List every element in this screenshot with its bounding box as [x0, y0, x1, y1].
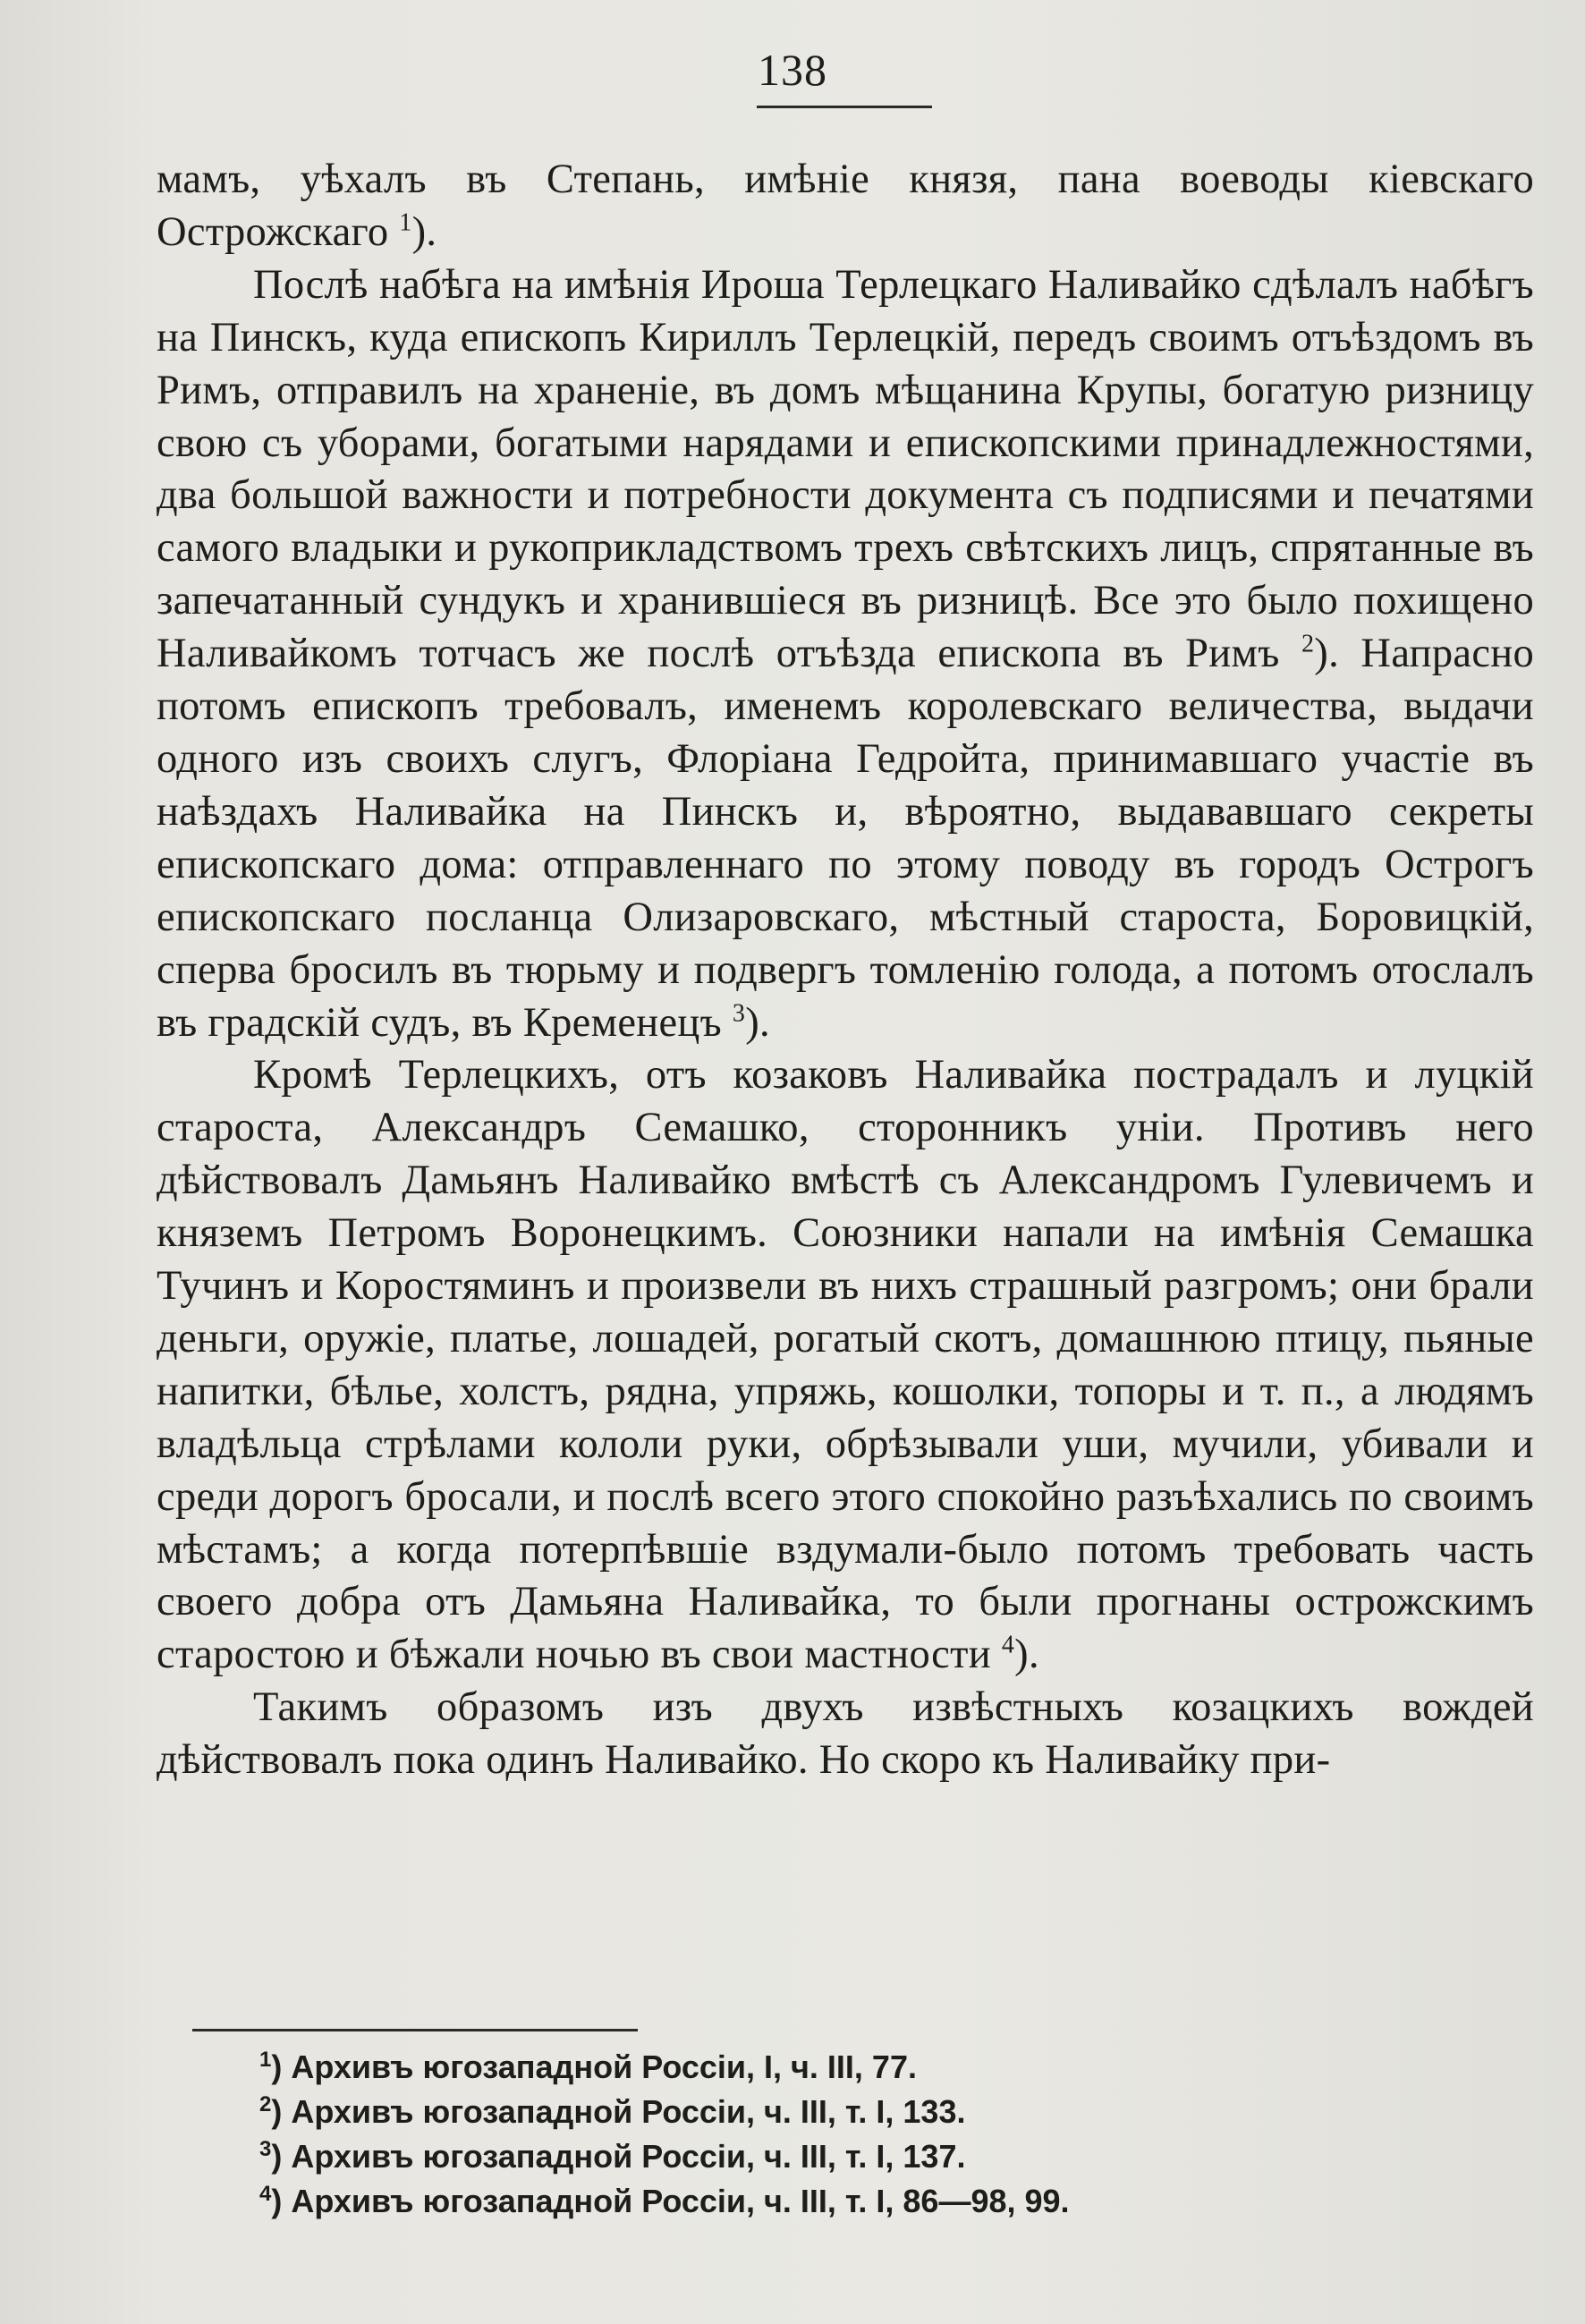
footnote	[259, 2045, 1422, 2090]
footnote-text: ) Архивъ югозападной Россіи, ч. III, т. I, 133.	[271, 2093, 966, 2130]
footnote-text: ) Архивъ югозападной Россіи, ч. III, т. I, 137.	[271, 2138, 966, 2175]
paragraph	[157, 1682, 1534, 1787]
paragraph-text: ).	[1014, 1632, 1039, 1678]
paragraph	[157, 259, 1534, 1050]
footnote-reference: 1	[399, 208, 412, 237]
footnote-text: ) Архивъ югозападной Россіи, I, ч. III, 77.	[271, 2048, 917, 2085]
page-number-rule	[757, 106, 932, 108]
footnote	[259, 2090, 1422, 2134]
footnote-number: 1	[259, 2048, 272, 2072]
footnote-text: ) Архивъ югозападной Россіи, ч. III, т. I, 86—98, 99.	[271, 2183, 1070, 2219]
body-text	[157, 154, 1534, 1787]
footnotes	[259, 2045, 1422, 2224]
paragraph-text: ).	[745, 999, 770, 1046]
footnote-number: 3	[259, 2137, 272, 2161]
footnote	[259, 2179, 1422, 2224]
footnote-reference: 4	[1001, 1631, 1015, 1659]
paragraph	[157, 1049, 1534, 1682]
paragraph-text: Послѣ набѣга на имѣнія Ироша Терлецкаго Наливайко сдѣлалъ набѣгъ на Пинскъ, куда епископъ Кириллъ Терлецкій, передъ своимъ отъѣздомъ въ Римъ, отправилъ на храненіе, въ домъ мѣщанина Крупы, богатую ризницу свою съ уборами, богатыми нарядами и епископскими принадлежностями, два большой важности и потребности документа съ подписями и печатями самого владыки и рукоприкладствомъ трехъ свѣтскихъ лицъ, спрятанные въ запечатанный сундукъ и хранившіеся въ ризницѣ. Все это было похищено Наливайкомъ тотчасъ же послѣ отъѣзда епископа въ Римъ	[157, 261, 1534, 677]
footnote-number: 4	[259, 2182, 272, 2206]
footnote	[259, 2134, 1422, 2179]
footnote-reference: 3	[732, 999, 746, 1027]
paragraph	[157, 154, 1534, 259]
paragraph-text: ).	[411, 208, 437, 255]
paragraph-text: Кромѣ Терлецкихъ, отъ козаковъ Наливайка пострадалъ и луцкій староста, Александръ Семашко, сторонникъ уніи. Противъ него дѣйствовалъ Дамьянъ Наливайко вмѣстѣ съ Александромъ Гулевичемъ и княземъ Петромъ Воронецкимъ. Союзники напали на имѣнія Семашка Тучинъ и Коростяминъ и произвели въ нихъ страшный разгромъ; они брали деньги, оружіе, платье, лошадей, рогатый скотъ, домашнюю птицу, пьяные напитки, бѣлье, холстъ, рядна, упряжь, кошолки, топоры и т. п., а людямъ владѣльца стрѣлами кололи руки, обрѣзывали уши, мучили, убивали и среди дорогъ бросали, и послѣ всего этого спокойно разъѣхались по своимъ мѣстамъ; а когда потерпѣвшіе вздумали-было потомъ требовать часть своего добра отъ Дамьяна Наливайка, то были прогнаны острожскимъ старостою и бѣжали ночью въ свои мастности	[157, 1052, 1534, 1678]
footnote-number: 2	[259, 2092, 272, 2116]
paragraph-text: Такимъ образомъ изъ двухъ извѣстныхъ козацкихъ вождей дѣйствовалъ пока одинъ Наливайко. Но скоро къ Наливайку при-	[157, 1684, 1534, 1784]
paragraph-text: мамъ, уѣхалъ въ Степань, имѣніе князя, пана воеводы кіевскаго Острожскаго	[157, 157, 1534, 255]
paragraph-text: ). Напрасно потомъ епископъ требовалъ, именемъ королевскаго величества, выдачи одного изъ своихъ слугъ, Флоріана Гедройта, принимавшаго участіе въ наѣздахъ Наливайка на Пинскъ и, вѣроятно, выдававшаго секреты епископскаго дома: отправленнаго по этому поводу въ городъ Острогъ епископскаго посланца Олизаровскаго, мѣстный староста, Боровицкій, сперва бросилъ въ тюрьму и подвергъ томленію голода, а потомъ отослалъ въ градскій судъ, въ Кременецъ	[157, 631, 1534, 1046]
page-number: 138	[758, 45, 827, 95]
footnote-reference: 2	[1301, 630, 1315, 658]
footnote-rule	[192, 2029, 638, 2031]
